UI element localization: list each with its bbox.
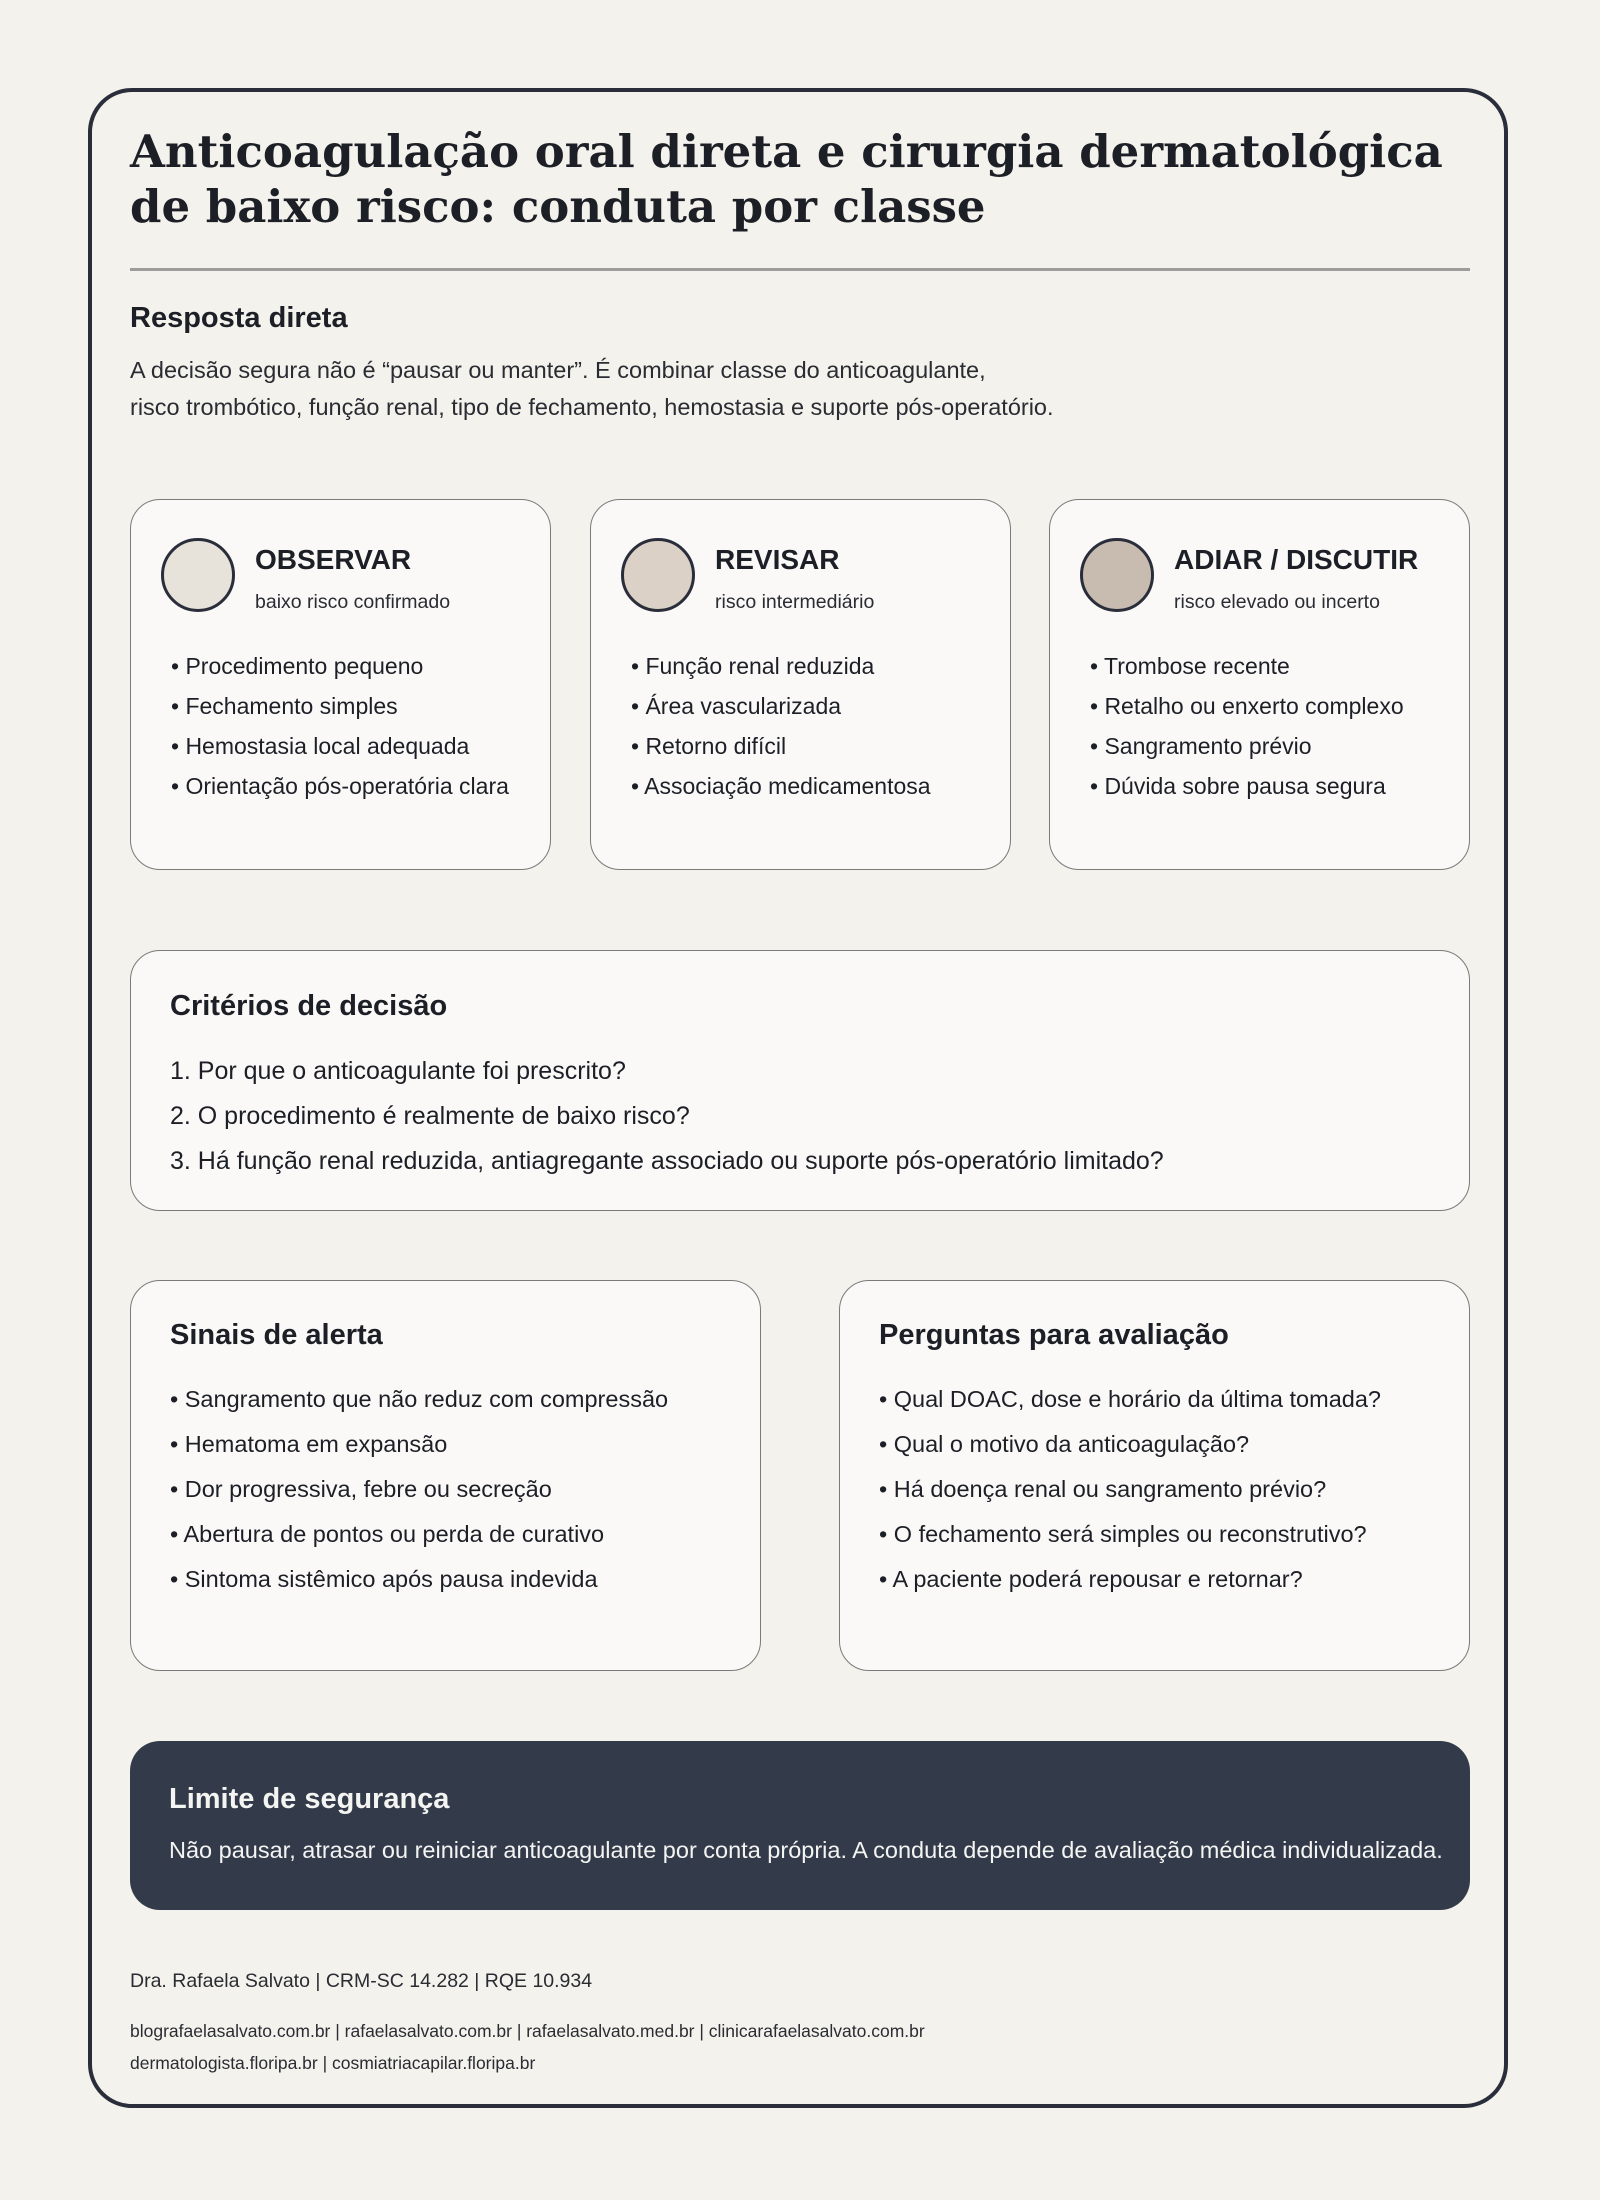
footer-links [130,2015,925,2079]
list-item: • Área vascularizada [631,693,842,719]
list-item: 1. Por que o anticoagulante foi prescrito? [170,1057,626,1085]
list-item: • Sintoma sistêmico após pausa indevida [170,1566,598,1592]
class-indicator-circle [621,538,695,612]
criteria-list [170,1049,1164,1184]
class-card-observar [130,499,551,870]
list-item: • Há doença renal ou sangramento prévio? [879,1476,1327,1502]
criteria-heading: Critérios de decisão [170,990,448,1022]
class-item-list [1090,646,1404,806]
list-item: • Abertura de pontos ou perda de curativo [170,1521,605,1547]
page-title [130,124,1443,234]
list-item: • Qual DOAC, dose e horário da última tomada? [879,1386,1381,1412]
list-item: • Orientação pós-operatória clara [171,773,509,799]
direct-answer-line-2: risco trombótico, função renal, tipo de fechamento, hemostasia e suporte pós-operatório. [130,394,1054,420]
class-item-list [171,646,509,806]
list-item: • Dúvida sobre pausa segura [1090,773,1386,799]
class-subtitle: risco elevado ou incerto [1174,591,1380,613]
list-item: • O fechamento será simples ou reconstrutivo? [879,1521,1367,1547]
footer-links-line-1: blografaelasalvato.com.br | rafaelasalvato.com.br | rafaelasalvato.med.br | clinicarafaelasalvato.com.br [130,2021,925,2041]
class-title: ADIAR / DISCUTIR [1174,544,1419,575]
list-item: • A paciente poderá repousar e retornar? [879,1566,1303,1592]
safety-heading: Limite de segurança [169,1783,450,1815]
safety-text: Não pausar, atrasar ou reiniciar anticoagulante por conta própria. A conduta depende de avaliação médica individualizada. [169,1837,1443,1863]
list-item: • Função renal reduzida [631,653,875,679]
class-subtitle: baixo risco confirmado [255,591,451,613]
class-card-revisar [590,499,1011,870]
author-credentials: Dra. Rafaela Salvato | CRM-SC 14.282 | RQE 10.934 [130,1970,593,1992]
decision-criteria-card [130,950,1470,1211]
footer-links-line-2: dermatologista.floripa.br | cosmiatriacapilar.floripa.br [130,2053,536,2073]
class-indicator-circle [1080,538,1154,612]
page-title-line-1: Anticoagulação oral direta e cirurgia dermatológica [130,125,1443,178]
direct-answer-text [130,352,1430,426]
list-item: • Trombose recente [1090,653,1290,679]
alerts-list [170,1377,668,1602]
questions-list [879,1377,1381,1602]
list-item: • Hemostasia local adequada [171,733,470,759]
list-item: 2. O procedimento é realmente de baixo risco? [170,1102,690,1130]
list-item: • Sangramento prévio [1090,733,1312,759]
alert-signs-card [130,1280,761,1671]
class-title: OBSERVAR [255,544,412,575]
list-item: • Retalho ou enxerto complexo [1090,693,1404,719]
direct-answer-line-1: A decisão segura não é “pausar ou manter”. É combinar classe do anticoagulante, [130,357,986,383]
title-divider [130,268,1470,271]
questions-heading: Perguntas para avaliação [879,1319,1229,1351]
list-item: • Retorno difícil [631,733,787,759]
list-item: • Dor progressiva, febre ou secreção [170,1476,552,1502]
class-subtitle: risco intermediário [715,591,875,613]
list-item: 3. Há função renal reduzida, antiagregante associado ou suporte pós-operatório limitado? [170,1147,1164,1175]
evaluation-questions-card [839,1280,1470,1671]
class-title: REVISAR [715,544,840,575]
class-item-list [631,646,931,806]
class-card-adiar-discutir [1049,499,1470,870]
page-title-line-2: de baixo risco: conduta por classe [130,180,986,233]
list-item: • Sangramento que não reduz com compressão [170,1386,669,1412]
list-item: • Associação medicamentosa [631,773,931,799]
alerts-heading: Sinais de alerta [170,1319,383,1351]
safety-limit-banner [130,1741,1470,1910]
direct-answer-heading: Resposta direta [130,302,348,334]
list-item: • Procedimento pequeno [171,653,424,679]
list-item: • Hematoma em expansão [170,1431,448,1457]
class-indicator-circle [161,538,235,612]
list-item: • Qual o motivo da anticoagulação? [879,1431,1250,1457]
list-item: • Fechamento simples [171,693,398,719]
